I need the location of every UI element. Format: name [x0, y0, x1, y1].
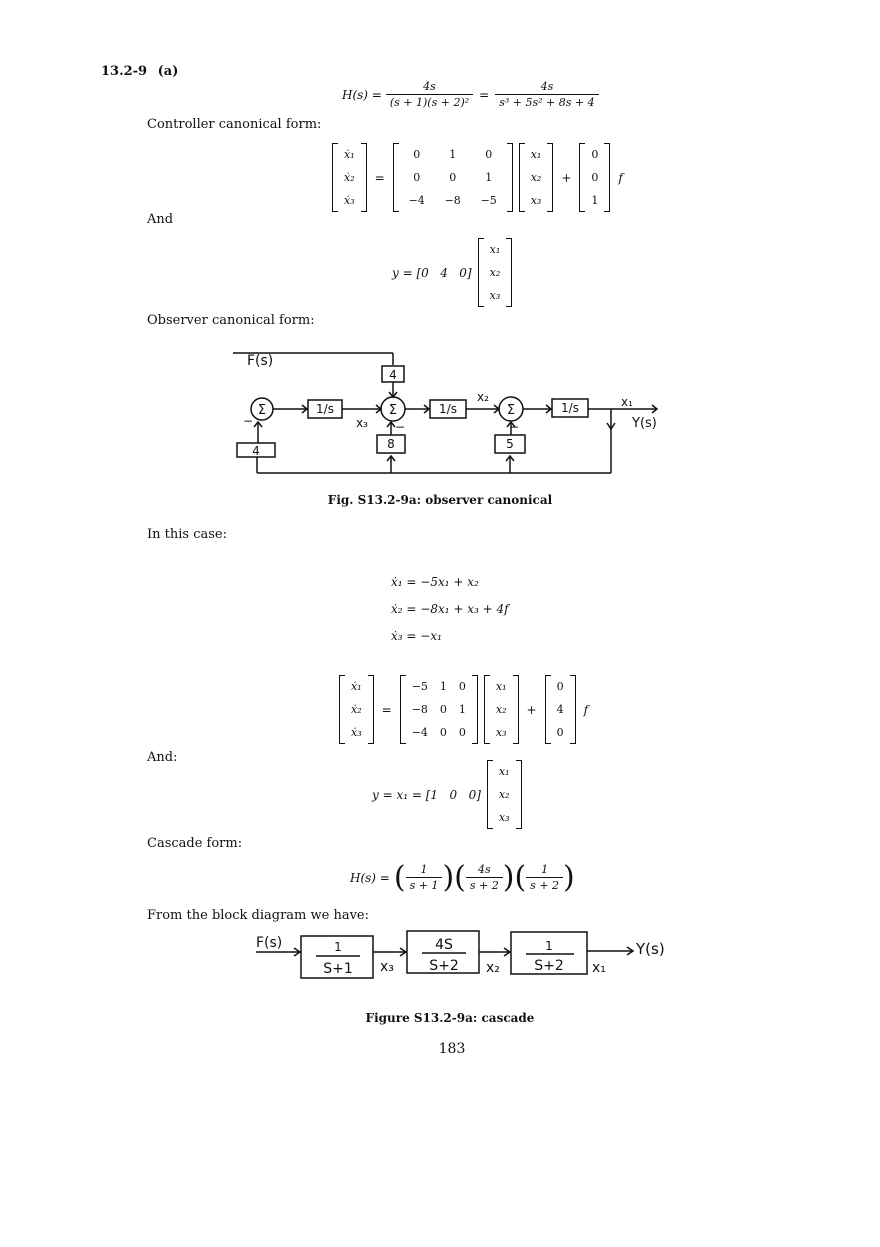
sum-symbol: Σ — [506, 403, 516, 418]
matrix-cell: ẋ₁ — [344, 148, 355, 161]
matrix-cell: ẋ₃ — [344, 194, 355, 207]
paren-open: ( — [454, 860, 466, 895]
matrix-cell: 0 — [485, 148, 493, 161]
matrix-cell: −8 — [411, 703, 428, 716]
sum-symbol: Σ — [388, 403, 398, 418]
matrix-cell: 1 — [458, 703, 466, 716]
matrix-cell: x₁ — [489, 243, 501, 256]
integrator-label: 1/s — [316, 402, 334, 416]
h-equals: = — [479, 87, 490, 102]
output-label: Y(s) — [632, 416, 657, 431]
matrix-cell: 0 — [458, 726, 466, 739]
matrix-cell: ẋ₃ — [351, 726, 362, 739]
block-diagram-label: From the block diagram we have: — [147, 908, 370, 923]
matrix-cell: x₃ — [495, 726, 507, 739]
matrix-cell: −4 — [408, 194, 425, 207]
state-label: x₂ — [486, 960, 500, 976]
observer-lhs-vector — [339, 675, 374, 744]
output-state-vector — [487, 760, 522, 829]
matrix-cell: x₂ — [489, 266, 501, 279]
matrix-cell: 1 — [591, 194, 599, 207]
matrix-cell: −5 — [411, 680, 428, 693]
matrix-cell: ẋ₂ — [344, 171, 355, 184]
figure-caption-cascade: Figure S13.2-9a: cascade — [365, 1011, 535, 1025]
sum-symbol: Σ — [257, 403, 267, 418]
matrix-cell: ẋ₂ — [351, 703, 362, 716]
controller-lhs-vector — [332, 143, 367, 212]
h-fraction-2 — [495, 80, 598, 109]
state-label: x₃ — [356, 416, 368, 430]
matrix-cell: ẋ₁ — [351, 680, 362, 693]
matrix-cell: x₂ — [495, 703, 507, 716]
matrix-cell: x₃ — [489, 289, 501, 302]
input-label: F(s) — [256, 935, 283, 951]
matrix-cell: −8 — [444, 194, 461, 207]
fraction-denominator: s + 2 — [466, 877, 503, 892]
state-equation: ẋ₃ = −x₁ — [391, 629, 442, 643]
matrix-cell: 0 — [458, 680, 466, 693]
paren-open: ( — [393, 860, 406, 895]
block-denominator: S+2 — [429, 958, 459, 974]
matrix-cell: 4 — [556, 703, 564, 716]
matrix-cell: x₃ — [530, 194, 542, 207]
matrix-cell: x₂ — [530, 171, 542, 184]
matrix-cell: 0 — [591, 148, 599, 161]
matrix-cell: x₂ — [498, 788, 510, 801]
input-symbol: f — [583, 702, 589, 717]
minus-label: − — [509, 420, 520, 434]
matrix-cell: −5 — [480, 194, 497, 207]
gain-label: 4 — [252, 444, 260, 458]
matrix-cell: x₁ — [498, 765, 510, 778]
cascade-fraction — [406, 863, 443, 892]
fraction-numerator: 1 — [420, 863, 428, 876]
matrix-cell: x₁ — [495, 680, 507, 693]
controller-label: Controller canonical form: — [147, 117, 322, 132]
matrix-cell: 1 — [449, 148, 457, 161]
paren-close: ) — [442, 860, 455, 895]
integrator-label: 1/s — [439, 402, 457, 416]
problem-part: (a) — [157, 64, 179, 79]
problem-number: 13.2-9 — [101, 64, 148, 79]
input-label: F(s) — [247, 353, 274, 369]
controller-state-vector — [519, 143, 554, 212]
output-equation-1 — [392, 238, 512, 307]
cascade-fraction — [526, 863, 563, 892]
output-state-vector — [478, 238, 513, 307]
cascade-block-diagram — [248, 925, 688, 995]
cascade-equation — [350, 860, 575, 895]
output-equation-2 — [372, 760, 522, 829]
observer-matrix-equation — [339, 675, 596, 744]
integrator-label: 1/s — [561, 401, 579, 415]
state-label: x₁ — [592, 960, 606, 976]
output-lhs: y = x₁ = [1 0 0] — [372, 787, 481, 802]
block-denominator: S+2 — [534, 958, 564, 974]
transfer-function-equation — [342, 80, 599, 109]
matrix-cell: 0 — [439, 703, 447, 716]
matrix-cell: 0 — [449, 171, 457, 184]
matrix-cell: 0 — [413, 148, 421, 161]
matrix-cell: 1 — [485, 171, 493, 184]
block-numerator: 4S — [435, 937, 453, 953]
input-symbol: f — [618, 170, 623, 185]
h-frac2-numerator: 4s — [540, 80, 554, 93]
observer-block-diagram — [225, 345, 685, 480]
block-numerator: 1 — [545, 939, 553, 953]
equals-sign: = — [381, 702, 392, 717]
gain-label: 8 — [387, 437, 395, 451]
paren-open: ( — [514, 860, 527, 895]
h-frac1-numerator: 4s — [423, 80, 436, 93]
matrix-cell: 0 — [556, 726, 564, 739]
paren-close: ) — [563, 860, 575, 895]
matrix-cell: −4 — [411, 726, 428, 739]
fraction-numerator: 4s — [477, 863, 491, 876]
controller-matrix-equation — [332, 143, 631, 212]
observer-a-matrix — [400, 675, 478, 744]
state-label: x₃ — [380, 959, 394, 975]
block-numerator: 1 — [334, 940, 342, 954]
cascade-fraction — [466, 863, 503, 892]
matrix-cell: 0 — [556, 680, 564, 693]
figure-caption-observer: Fig. S13.2-9a: observer canonical — [327, 493, 553, 507]
observer-state-vector — [484, 675, 519, 744]
in-this-case-label: In this case: — [147, 527, 227, 542]
gain-label: 5 — [506, 437, 514, 451]
state-equation: ẋ₁ = −5x₁ + x₂ — [391, 575, 479, 589]
fraction-numerator: 1 — [541, 863, 549, 876]
matrix-cell: 0 — [439, 726, 447, 739]
observer-b-vector — [545, 675, 576, 744]
output-lhs: y = [0 4 0] — [392, 265, 472, 280]
observer-label: Observer canonical form: — [147, 313, 315, 328]
block-denominator: S+1 — [323, 961, 353, 977]
matrix-cell: 0 — [591, 171, 599, 184]
h-fraction-1 — [386, 80, 473, 109]
plus-sign: + — [526, 702, 537, 717]
matrix-cell: x₁ — [530, 148, 542, 161]
h-lhs: H(s) = — [342, 87, 382, 102]
fraction-denominator: s + 1 — [406, 877, 443, 892]
matrix-cell: 1 — [439, 680, 447, 693]
cascade-label: Cascade form: — [147, 836, 243, 851]
minus-label: − — [395, 420, 406, 434]
state-label: x₁ — [621, 395, 633, 409]
cascade-lhs: H(s) = — [350, 870, 390, 885]
and-label-1: And — [147, 212, 174, 227]
state-label: x₂ — [477, 390, 489, 404]
paren-close: ) — [502, 860, 515, 895]
minus-label: − — [243, 414, 254, 428]
and-label-2: And: — [147, 750, 178, 765]
problem-id — [101, 64, 178, 79]
output-label: Y(s) — [636, 940, 665, 958]
h-frac1-denominator: (s + 1)(s + 2)² — [386, 94, 473, 109]
equals-sign: = — [374, 170, 385, 185]
fraction-denominator: s + 2 — [526, 877, 563, 892]
matrix-cell: x₃ — [498, 811, 510, 824]
plus-sign: + — [561, 170, 572, 185]
matrix-cell: 0 — [413, 171, 421, 184]
controller-a-matrix — [393, 143, 513, 212]
page-number: 183 — [438, 1041, 466, 1057]
controller-b-vector — [579, 143, 610, 212]
h-frac2-denominator: s³ + 5s² + 8s + 4 — [495, 94, 598, 109]
gain-label: 4 — [389, 368, 397, 382]
state-equation: ẋ₂ = −8x₁ + x₃ + 4f — [391, 602, 509, 616]
